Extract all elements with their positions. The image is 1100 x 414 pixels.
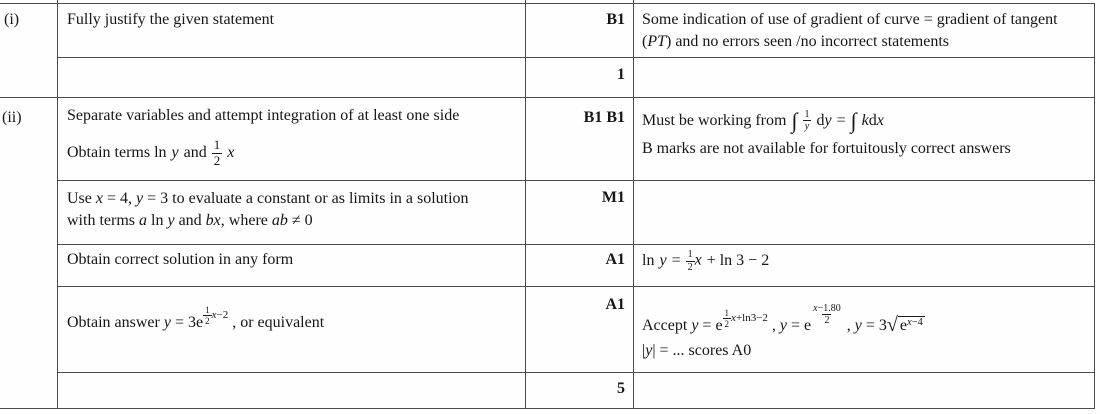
fraction-one-over-y: $\frac{1}{y}$ (804, 108, 810, 132)
integral-sign: ∫ (791, 107, 798, 133)
exponent-half-x-minus-2: $\frac{1}{2}$ x−2 (205, 305, 229, 327)
mark-row3: B1 B1 (583, 109, 625, 126)
grid-line-row2 (0, 97, 1095, 98)
mark-row4: M1 (601, 189, 625, 206)
integral-sign: ∫ (850, 107, 857, 133)
grid-line-top (0, 3, 1095, 4)
part-label-ii: (ii) (2, 109, 22, 126)
grid-line-col-part (57, 0, 58, 408)
guidance-row1 (642, 9, 1058, 53)
grid-line-col-marks-left (525, 0, 526, 408)
mark-row1: B1 (606, 11, 625, 28)
description-row4 (67, 188, 469, 232)
guidance-row5: ln y = $\frac{1}{2}$ x + ln 3 − 2 (642, 249, 770, 273)
description-row3-line2: Obtain terms ln y and $\frac{1}{2}$ x (67, 136, 235, 168)
grid-line-right (1094, 3, 1095, 408)
exponent-x-minus-180-over-2: $\frac{x-1.80}{2}$ (813, 303, 841, 327)
fraction-one-half: $\frac{1}{2}$ (687, 249, 693, 273)
part-label-i: (i) (4, 11, 20, 28)
square-root-icon: √ (886, 314, 898, 336)
exponent-half-x-ln3-minus-2: $\frac{1}{2}$ x+ln3−2 (724, 307, 768, 329)
guidance-row6-line1: Accept y = e $\frac{1}{2}$ x+ln3−2 , y = e $\frac{x-1.80}{2}$ , y = 3√ $e^{x-4}$ (642, 303, 923, 336)
total-mark-part-ii: 5 (617, 380, 625, 397)
grid-line-row3 (57, 180, 1095, 181)
guidance-row1-line1: Some indication of use of gradient of curve = gradient of tangent (642, 11, 1058, 28)
guidance-row3-line2: B marks are not available for fortuitously correct answers (642, 140, 1011, 157)
description-row4-line1: Use x = 4, y = 3 to evaluate a constant or as limits in a solution (67, 190, 469, 207)
total-mark-part-i: 1 (617, 66, 625, 83)
grid-line-row4 (57, 244, 1095, 245)
description-row5: Obtain correct solution in any form (67, 251, 294, 268)
grid-line-row5 (57, 286, 1095, 287)
description-row6: Obtain answer y = 3e $\frac{1}{2}$ x−2 , or equivalent (67, 305, 325, 332)
grid-line-row6 (57, 372, 1095, 373)
guidance-row3-line1: Must be working from ∫ $\frac{1}{y}$ dy = ∫ kdx (642, 107, 884, 133)
grid-line-col-marks-right (633, 0, 634, 408)
radicand-e-x-minus-4: $e^{x-4}$ (899, 317, 923, 334)
grid-line-bottom (0, 408, 1095, 409)
guidance-row1-line2: (PT) and no errors seen /no incorrect statements (642, 33, 950, 50)
mark-row6: A1 (605, 296, 625, 313)
guidance-row6-line2: |y| = ... scores A0 (642, 342, 752, 359)
description-row3-line1: Separate variables and attempt integration of at least one side (67, 107, 460, 124)
fraction-one-half: $\frac{1}{2}$ (213, 136, 221, 168)
description-row4-line2: with terms a ln y and bx, where ab ≠ 0 (67, 212, 313, 229)
mark-row5: A1 (605, 251, 625, 268)
description-row1: Fully justify the given statement (67, 11, 275, 28)
grid-line-row1 (57, 57, 1095, 58)
